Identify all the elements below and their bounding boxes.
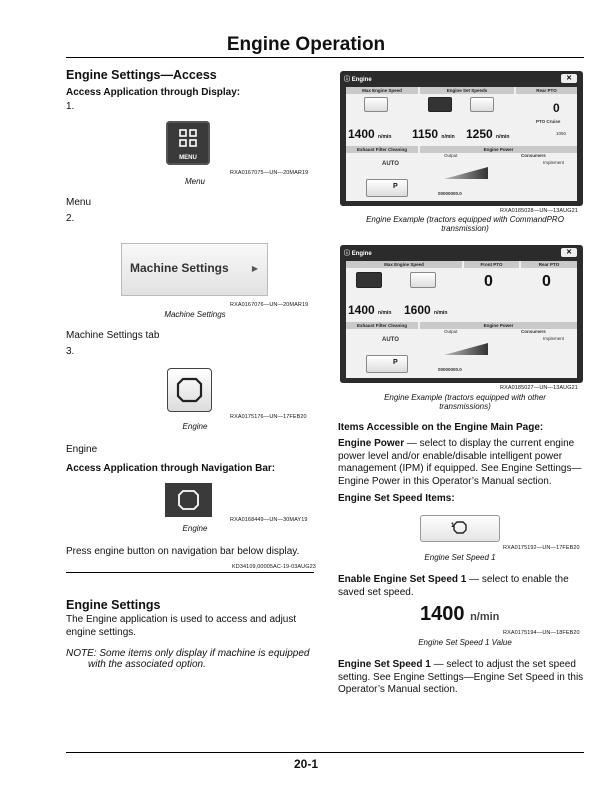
info-icon: ⓘ [344,251,351,257]
nav-engine-button-image [165,483,212,517]
access-display-subheading: Access Application through Display: [66,87,241,98]
p-button [366,179,408,197]
chevron-right-icon: ▶ [251,264,258,273]
speed-b-button [410,272,436,288]
max-speed-button [364,97,388,112]
unit: n/min [434,310,448,316]
section-settings-text: The Engine application is used to access and adjust engine settings. [66,614,297,638]
access-navbar-subheading: Access Application through Navigation Bar: [66,463,276,474]
note-line-2: with the associated option. [88,659,206,670]
set-speed-unit: n/min [470,611,500,623]
step-2: 2. [66,213,75,224]
engine-icon [168,369,211,411]
figure-ref: RXA0175176—UN—17FEB20 [230,414,307,420]
col-max-speed: Max Engine Speed [346,87,418,94]
info-icon: ⓘ [344,77,351,83]
implement-label: Implement [543,336,565,341]
section-access-heading: Engine Settings—Access [66,68,217,82]
col-engine-power: Engine Power [420,146,577,153]
window-title: Engine [351,251,372,257]
window-title: Engine [351,77,372,83]
col-rear-pto: Rear PTO [521,261,577,268]
figure-caption: Machine Settings [164,310,226,319]
output-label: Output [444,329,458,334]
engine-power-term: Engine Power [338,438,405,449]
figure-caption-line-1: Engine Example (tractors equipped with other [384,393,546,402]
set-speed-2-button [470,97,494,112]
document-ref: KD34109,00005AC-19-03AUG23 [232,564,316,570]
hours-value: 00000000.0 [438,191,462,196]
figure-caption-line-1: Engine Example (tractors equipped with CommandPRO [366,215,564,224]
footer-rule [66,752,584,753]
front-pto-value: 0 [484,273,493,290]
consumers-label: Consumers [521,329,546,334]
speed-a-value: 1400 [348,303,375,317]
set-speed-1-value: 1150 [412,127,439,141]
enable-set-speed-paragraph [338,574,584,599]
machine-settings-tab-image [121,243,268,296]
power-output-bar [444,343,488,355]
figure-ref: RXA0167075—UN—20MAR19 [230,170,309,176]
set-speed-value-image [420,603,499,626]
power-output-bar [444,167,488,179]
page-number: 20-1 [293,757,319,771]
engine-screenshot-other [340,245,583,383]
p-button [366,355,408,373]
col-exhaust: Exhaust Filter Cleaning [346,322,418,329]
engine-button-image [167,368,212,412]
close-icon: ✕ [561,248,577,257]
menu-text: Menu [66,197,92,208]
unit: n/min [441,134,455,140]
consumers-label: Consumers [521,153,546,158]
figure-caption-line-2: transmissions) [439,402,491,411]
items-heading: Items Accessible on the Engine Main Page: [338,422,544,433]
figure-ref: RXA0175194—UN—18FEB20 [503,630,580,636]
menu-button-image [166,121,210,165]
engine-set-speed-icon [421,516,499,541]
col-max-speed: Max Engine Speed [346,261,462,268]
title-rule [66,57,584,58]
figure-ref: RXA0167076—UN—20MAR19 [230,302,309,308]
figure-ref: RXA0185027—UN—13AUG21 [500,385,578,391]
col-set-speeds: Engine Set Speeds [420,87,514,94]
rear-pto-value: 0 [542,273,551,290]
pto-cruise-label: PTO Cruise [536,119,561,124]
figure-caption: Menu [184,177,205,186]
figure-ref: RXA0185028—UN—13AUG21 [500,208,578,214]
engine-icon [165,483,212,517]
unit: n/min [378,134,392,140]
set-speed-items-heading: Engine Set Speed Items: [338,493,455,504]
navbar-text: Press engine button on navigation bar below display. [66,546,300,557]
step-1: 1. [66,101,75,112]
adjust-text: — select to adjust the set speed setting. See Engine Settings—Engine Set Speed in this Operator’s Manual section. [338,659,584,695]
figure-caption: Engine Set Speed 1 [424,553,496,562]
hours-value: 00000000.0 [438,367,462,372]
output-label: Output [444,153,458,158]
grid-icon [166,121,210,151]
figure-ref: RXA0175192—UN—17FEB20 [503,545,580,551]
adjust-set-speed-paragraph [338,659,584,697]
close-icon: ✕ [561,74,577,83]
p-label: P [393,183,398,190]
speed-a-button [356,272,382,288]
section-settings-heading: Engine Settings [66,598,161,612]
set-speed-1-button [428,97,452,112]
col-engine-power: Engine Power [420,322,577,329]
enable-term: Enable Engine Set Speed 1 [338,574,467,585]
svg-text:1: 1 [451,523,455,529]
machine-settings-label: Machine Settings [130,261,229,275]
section-rule [66,572,314,573]
col-exhaust: Exhaust Filter Cleaning [346,146,418,153]
enable-text: — select to enable the saved set speed. [338,574,569,598]
auto-label: AUTO [382,161,399,167]
figure-caption: Engine [182,422,208,431]
adjust-term: Engine Set Speed 1 [338,659,431,670]
max-speed-value: 1400 [348,127,375,141]
figure-caption-line-2: transmission) [441,224,489,233]
auto-label: AUTO [382,337,399,343]
engine-screenshot-commandpro [340,71,583,206]
engine-text: Engine [66,444,98,455]
p-label: P [393,359,398,366]
speed-b-value: 1600 [404,303,431,317]
set-speed-2-value: 1250 [466,127,493,141]
figure-caption: Engine [182,524,208,533]
engine-power-text: — select to display the current engine power level and/or enable/disable intelligent power management (IPM) if equipped. See Engine Settings—Engine Power in this Operator’s Manual section. [338,438,582,487]
step-3: 3. [66,346,75,357]
implement-label: Implement [543,160,565,165]
machine-settings-text: Machine Settings tab [66,330,160,341]
engine-power-paragraph [338,438,584,488]
col-front-pto: Front PTO [464,261,519,268]
unit: n/min [378,310,392,316]
figure-ref: RXA0168449—UN—30MAY19 [230,517,308,523]
figure-caption: Engine Set Speed 1 Value [418,638,512,647]
col-rear-pto: Rear PTO [516,87,577,94]
set-speed-value: 1400 [420,603,465,625]
menu-tile-label: MENU [179,155,197,161]
engine-set-speed-1-button-image [420,515,500,542]
unit: n/min [496,134,510,140]
page-title: Engine Operation [226,34,386,55]
pto-cruise-value: 1050 [556,131,567,136]
rear-pto-value: 0 [553,101,560,115]
note-line-1: NOTE: Some items only display if machine is equipped [66,648,310,659]
